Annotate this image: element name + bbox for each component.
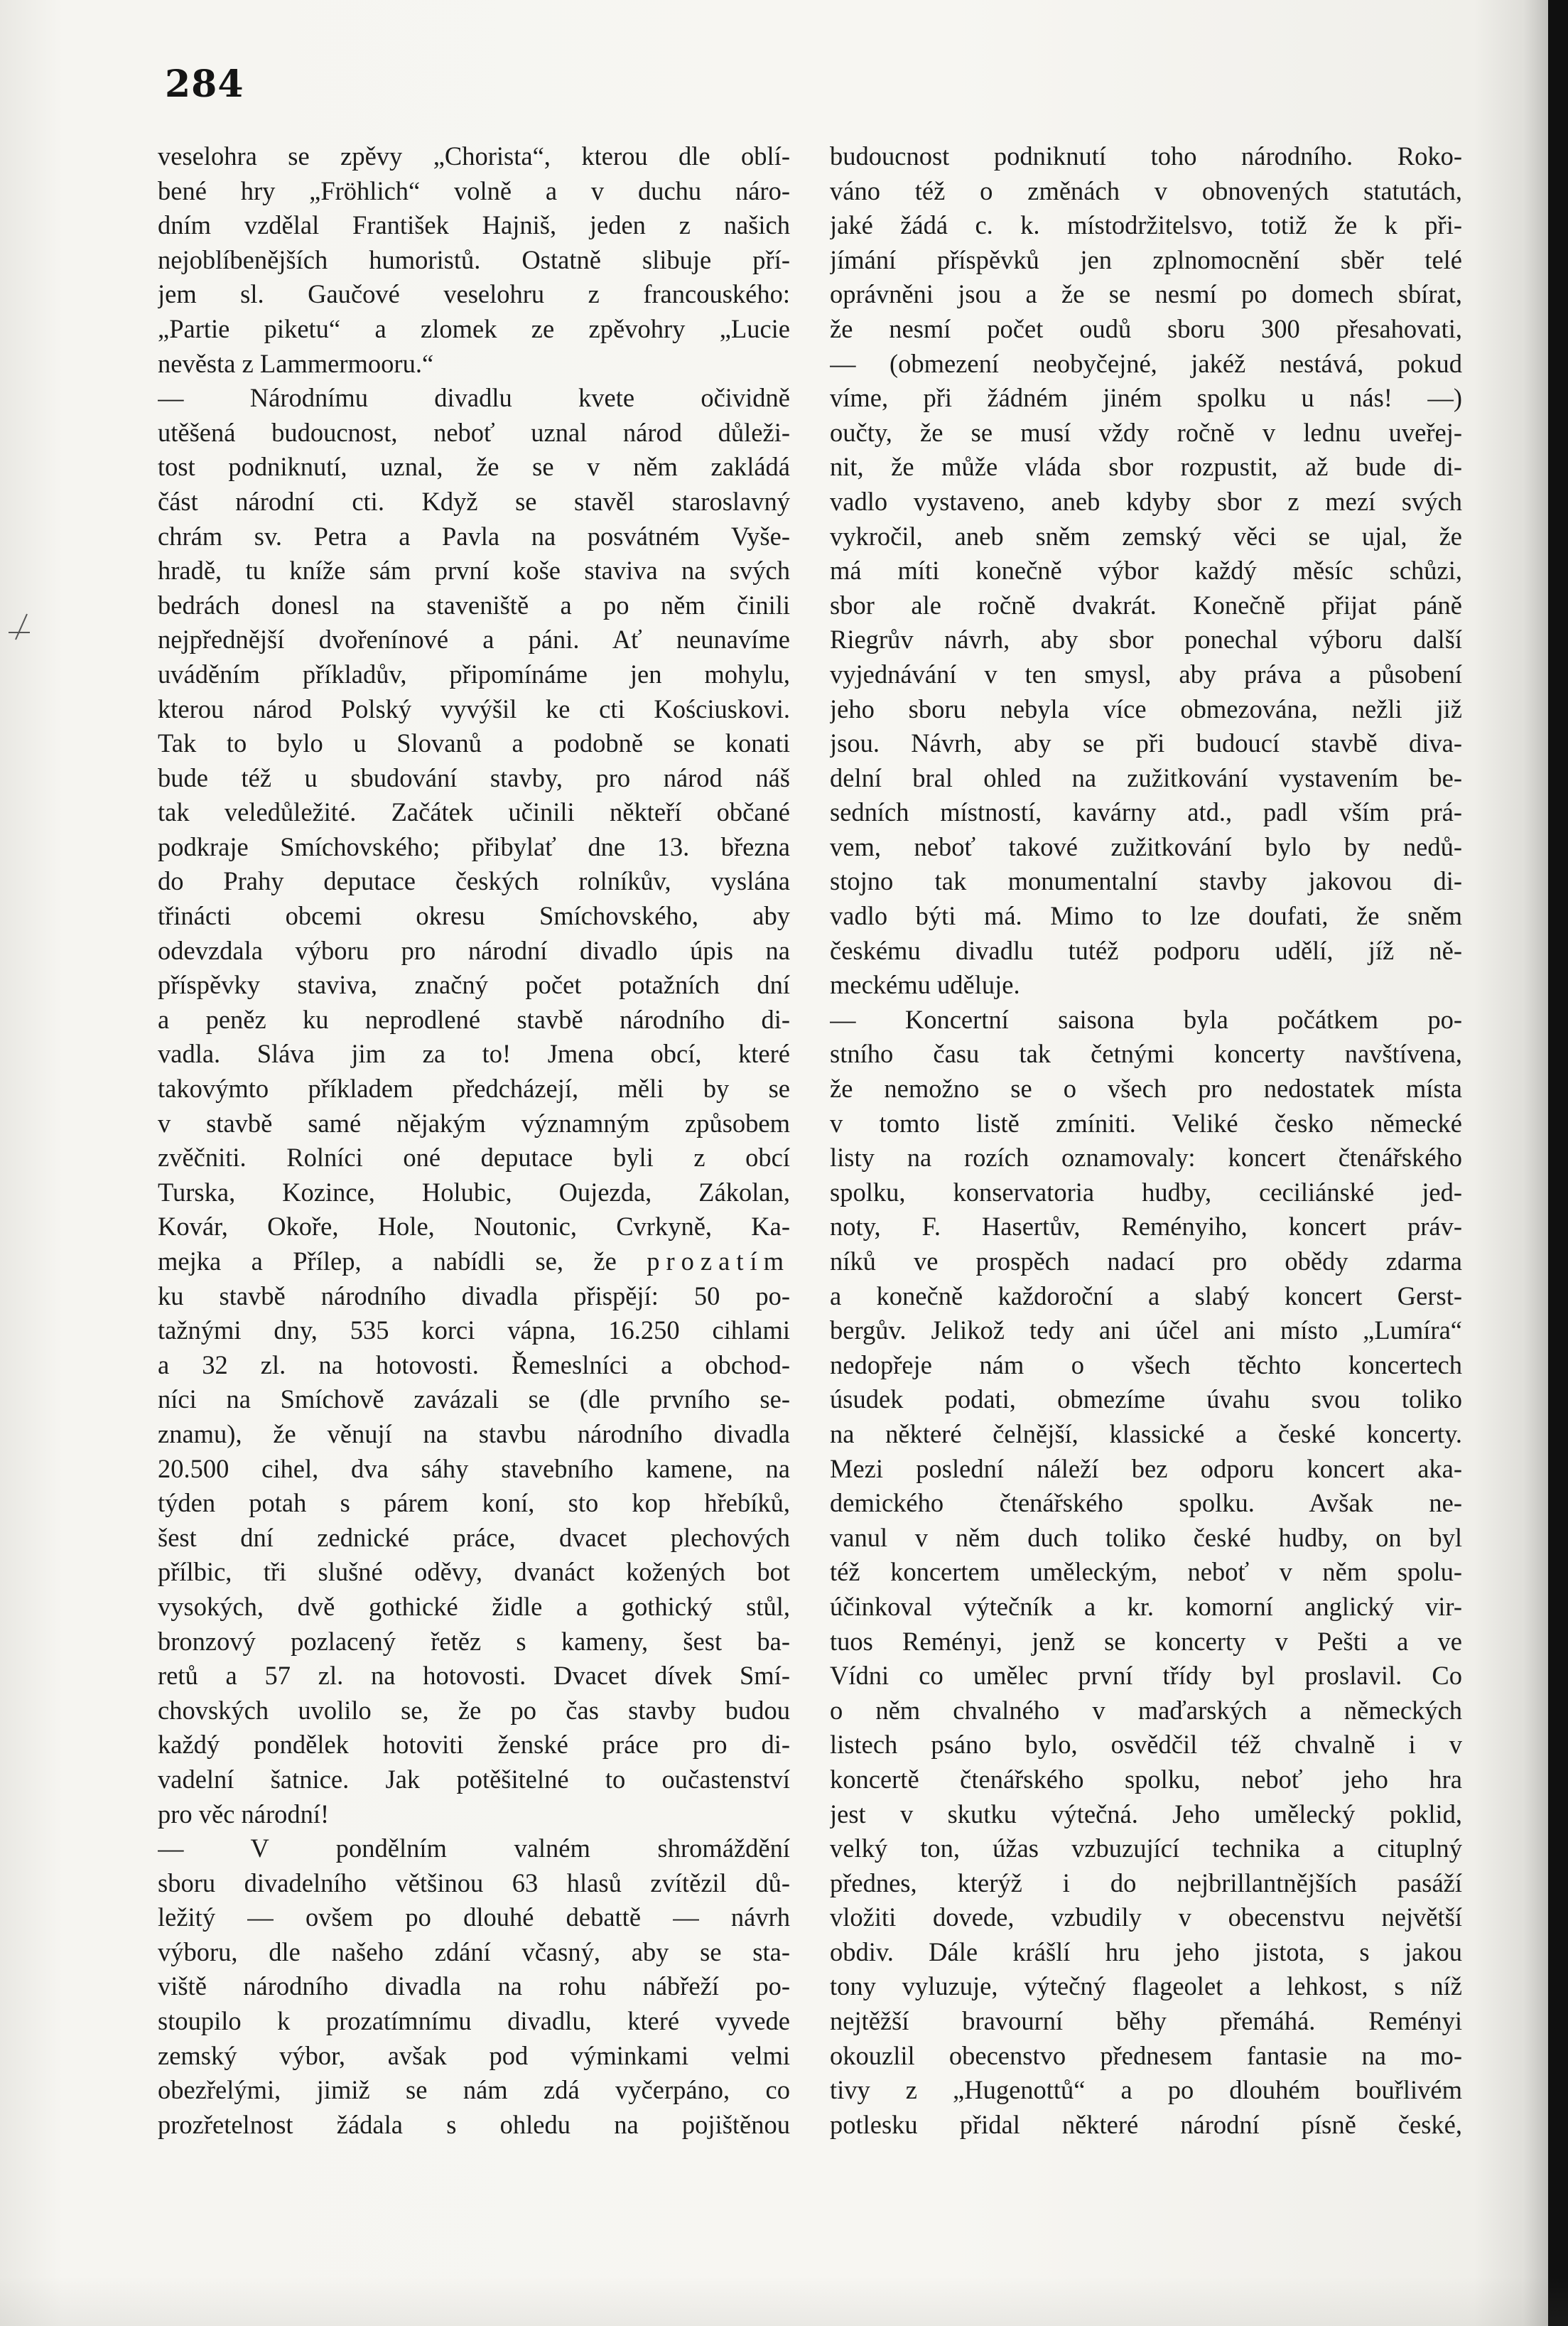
text-line: obdiv. Dále krášlí hru jeho jistota, s jakou bbox=[830, 1937, 1462, 1966]
text-line: noty, F. Hasertův, Reményiho, koncert práv- bbox=[830, 1212, 1462, 1242]
text-line: tak veledůležité. Začátek učinili někteří občané bbox=[158, 797, 790, 827]
text-line: šest dní zednické práce, dvacet plechových bbox=[158, 1522, 790, 1552]
text-line: přílbic, tři slušné oděvy, dvanáct kožených bot bbox=[158, 1557, 790, 1587]
text-line: potlesku přidal některé národní písně české, bbox=[830, 2109, 1462, 2139]
text-line: českému divadlu tutéž podporu udělí, jíž ně- bbox=[830, 935, 1462, 965]
text-line: vadlo vystaveno, aneb kdyby sbor z mezí svých bbox=[830, 486, 1462, 516]
text-line: a 32 zl. na hotovosti. Řemeslníci a obchod- bbox=[158, 1350, 790, 1379]
text-line: jímání příspěvků jen zplnomocnění sběr telé bbox=[830, 244, 1462, 274]
text-line: takovýmto příkladem předcházejí, měli by se bbox=[158, 1074, 790, 1104]
text-line: jem sl. Gaučové veselohru z francouského: bbox=[158, 279, 790, 309]
text-line: též koncertem uměleckým, neboť v něm spolu- bbox=[830, 1557, 1462, 1587]
text-line: listy na rozích oznamovaly: koncert čtenářského bbox=[830, 1143, 1462, 1173]
binding-shadow bbox=[1523, 0, 1548, 2326]
text-line: tuos Reményi, jenž se koncerty v Pešti a ve bbox=[830, 1626, 1462, 1656]
text-line: tony vyluzuje, výtečný flageolet a lehkost, s níž bbox=[830, 1971, 1462, 2001]
text-line: výboru, dle našeho zdání včasný, aby se sta- bbox=[158, 1937, 790, 1966]
text-line: vložiti dovede, vzbudily v obecenstvu největší bbox=[830, 1902, 1462, 1932]
text-line: — (obmezení neobyčejné, jakéž nestává, pokud bbox=[830, 348, 1462, 378]
left-text-column bbox=[158, 139, 790, 2142]
text-line bbox=[158, 1244, 790, 1279]
text-line: stního času tak četnými koncerty navštívena, bbox=[830, 1039, 1462, 1069]
text-line: bergův. Jelikož tedy ani účel ani místo „Lumíra“ bbox=[830, 1315, 1462, 1345]
text-line: do Prahy deputace českých rolníkův, vyslána bbox=[158, 866, 790, 896]
text-line: uváděním příkladův, připomínáme jen mohylu, bbox=[158, 659, 790, 689]
text-line: chovských uvolilo se, že po čas stavby budou bbox=[158, 1695, 790, 1725]
spaced-emphasis: prozatím bbox=[647, 1247, 790, 1276]
text-line: tivy z „Hugenottů“ a po dlouhém bouřlivém bbox=[830, 2075, 1462, 2105]
text-line: bedrách donesl na staveniště a po něm činili bbox=[158, 590, 790, 620]
text-line: ležitý — ovšem po dlouhé debattě — návrh bbox=[158, 1902, 790, 1932]
text-line: část národní cti. Když se stavěl staroslavný bbox=[158, 486, 790, 516]
page-number: 284 bbox=[165, 63, 244, 106]
text-line: Vídni co umělec první třídy byl proslavil. Co bbox=[830, 1661, 1462, 1691]
text-line: ku stavbě národního divadla přispějí: 50 po- bbox=[158, 1281, 790, 1310]
text-line: — Koncertní saisona byla počátkem po- bbox=[830, 1004, 1462, 1034]
text-line: bené hry „Fröhlich“ volně a v duchu náro- bbox=[158, 176, 790, 205]
text-line: Riegrův návrh, aby sbor ponechal výboru další bbox=[830, 625, 1462, 655]
text-line: účinkoval výtečník a kr. komorní anglický vir- bbox=[830, 1591, 1462, 1621]
text-line: níků ve prospěch nadací pro obědy zdarma bbox=[830, 1247, 1462, 1276]
text-line: nevěsta z Lammermooru.“ bbox=[158, 348, 434, 378]
text-line: — Národnímu divadlu kvete očividně bbox=[158, 383, 790, 413]
text-line: úsudek podati, obmezíme úvahu svou toliko bbox=[830, 1384, 1462, 1414]
text-line: a peněz ku neprodlené stavbě národního di- bbox=[158, 1004, 790, 1034]
text-line: o něm chvalného v maďarských a německých bbox=[830, 1695, 1462, 1725]
text-line: Mezi poslední náleží bez odporu koncert aka- bbox=[830, 1453, 1462, 1483]
text-line: podkraje Smíchovského; přibylať dne 13. března bbox=[158, 831, 790, 861]
text-line: vykročil, aneb sněm zemský věci se ujal, že bbox=[830, 521, 1462, 551]
text-line: oprávněni jsou a že se nesmí po domech sbírat, bbox=[830, 279, 1462, 309]
text-line: má míti konečně výbor každý měsíc schůzi, bbox=[830, 556, 1462, 586]
text-line: že nemožno se o všech pro nedostatek místa bbox=[830, 1074, 1462, 1104]
text-line: utěšená budoucnost, neboť uznal národ důleži- bbox=[158, 417, 790, 447]
text-line: nejoblíbenějších humoristů. Ostatně slibuje pří- bbox=[158, 244, 790, 274]
text-line: níci na Smíchově zavázali se (dle prvního se- bbox=[158, 1384, 790, 1414]
text-line: vysokých, dvě gothické židle a gothický stůl, bbox=[158, 1591, 790, 1621]
text-line: v stavbě samé nějakým významným způsobem bbox=[158, 1108, 790, 1138]
text-line: koncertě čtenářského spolku, neboť jeho hra bbox=[830, 1764, 1462, 1794]
text-line: jest v skutku výtečná. Jeho umělecký poklid, bbox=[830, 1799, 1462, 1829]
text-line: odevzdala výboru pro národní divadlo úpis na bbox=[158, 935, 790, 965]
text-line: veselohra se zpěvy „Chorista“, kterou dle oblí- bbox=[158, 141, 790, 171]
text-line: sedních místností, kavárny atd., padl vším prá- bbox=[830, 797, 1462, 827]
text-line: obezřelými, jimiž se nám zdá vyčerpáno, co bbox=[158, 2075, 790, 2105]
text-line: na některé čelnější, klassické a české koncerty. bbox=[830, 1418, 1462, 1448]
text-line: každý pondělek hotoviti ženské práce pro di- bbox=[158, 1730, 790, 1760]
text-line: vadelní šatnice. Jak potěšitelné to oučastenství bbox=[158, 1764, 790, 1794]
text-line: okouzlil obecenstvo přednesem fantasie na mo- bbox=[830, 2040, 1462, 2070]
text-line: vadla. Sláva jim za to! Jmena obcí, které bbox=[158, 1039, 790, 1069]
text-line: sboru divadelního většinou 63 hlasů zvítězil dů- bbox=[158, 1868, 790, 1897]
text-line: nedopřeje nám o všech těchto koncertech bbox=[830, 1350, 1462, 1379]
text-line: nejtěžší bravourní běhy přemáhá. Reményi bbox=[830, 2006, 1462, 2036]
text-line: Tak to bylo u Slovanů a podobně se konati bbox=[158, 728, 790, 758]
text-line: dním vzdělal František Hajniš, jeden z našich bbox=[158, 210, 790, 240]
text-line: prozřetelnost žádala s ohledu na pojištěnou bbox=[158, 2109, 790, 2139]
text-fragment: mejka a Přílep, a nabídli se, že bbox=[158, 1247, 647, 1276]
text-line: zvěčniti. Rolníci oné deputace byli z obcí bbox=[158, 1143, 790, 1173]
scan-edge bbox=[1548, 0, 1568, 2326]
text-line: týden potah s párem koní, sto kop hřebíků, bbox=[158, 1488, 790, 1518]
text-line: jaké žádá c. k. místodržitelsvo, totiž že k při- bbox=[830, 210, 1462, 240]
text-line: znamu), že věnují na stavbu národního divadla bbox=[158, 1418, 790, 1448]
text-line: a konečně každoroční a slabý koncert Gerst- bbox=[830, 1281, 1462, 1310]
text-line: nejpřednější dvořenínové a páni. Ať neunavíme bbox=[158, 625, 790, 655]
text-line: stoupilo k prozatímnímu divadlu, které vyvede bbox=[158, 2006, 790, 2036]
text-line: velký ton, úžas vzbuzující technika a cituplný bbox=[830, 1834, 1462, 1863]
text-line: budoucnost podniknutí toho národního. Roko- bbox=[830, 141, 1462, 171]
text-line: stojno tak monumentalní stavby jakovou di- bbox=[830, 866, 1462, 896]
text-line: vyjednávání v ten smysl, aby práva a působení bbox=[830, 659, 1462, 689]
right-text-column bbox=[830, 139, 1462, 2142]
text-line: bronzový pozlacený řetěz s kameny, šest ba- bbox=[158, 1626, 790, 1656]
text-line: jeho sboru nebyla více obmezována, nežli již bbox=[830, 694, 1462, 723]
text-line: kterou národ Polský vyvýšil ke cti Kościuskovi. bbox=[158, 694, 790, 723]
text-line: jsou. Návrh, aby se při budoucí stavbě diva- bbox=[830, 728, 1462, 758]
text-line: tost podniknutí, uznal, že se v něm zakládá bbox=[158, 452, 790, 482]
text-line: že nesmí počet oudů sboru 300 přesahovati, bbox=[830, 313, 1462, 343]
text-line: víme, při žádném jiném spolku u nás! —) bbox=[830, 383, 1462, 413]
text-line: váno též o změnách v obnovených statutách, bbox=[830, 176, 1462, 205]
text-line: přednes, kterýž i do nejbrillantnějších pasáží bbox=[830, 1868, 1462, 1897]
text-line: sbor ale ročně dvakrát. Konečně přijat páně bbox=[830, 590, 1462, 620]
text-line: třinácti obcemi okresu Smíchovského, aby bbox=[158, 901, 790, 931]
margin-pencil-mark bbox=[6, 611, 33, 645]
text-line: viště národního divadla na rohu nábřeží po- bbox=[158, 1971, 790, 2001]
text-line: spolku, konservatoria hudby, ceciliánské jed- bbox=[830, 1177, 1462, 1207]
text-line: vanul v něm duch toliko české hudby, on byl bbox=[830, 1522, 1462, 1552]
text-line: zemský výbor, avšak pod výminkami velmi bbox=[158, 2040, 790, 2070]
text-line: nit, že může vláda sbor rozpustit, až bude di- bbox=[830, 452, 1462, 482]
text-line: vem, neboť takové zužitkování bylo by nedů- bbox=[830, 831, 1462, 861]
text-line: listech psáno bylo, osvědčil též chvalně i v bbox=[830, 1730, 1462, 1760]
text-line: chrám sv. Petra a Pavla na posvátném Vyše- bbox=[158, 521, 790, 551]
text-line: vadlo býti má. Mimo to lze doufati, že sněm bbox=[830, 901, 1462, 931]
text-line: Turska, Kozince, Holubic, Oujezda, Zákolan, bbox=[158, 1177, 790, 1207]
text-line: delní bral ohled na zužitkování vystavením be- bbox=[830, 763, 1462, 792]
scan-bottom-shadow bbox=[0, 2276, 1568, 2326]
text-line: — V pondělním valném shromáždění bbox=[158, 1834, 790, 1863]
text-line: pro věc národní! bbox=[158, 1799, 330, 1829]
text-line: oučty, že se musí vždy ročně v lednu uveřej- bbox=[830, 417, 1462, 447]
text-line: retů a 57 zl. na hotovosti. Dvacet dívek Smí- bbox=[158, 1661, 790, 1691]
text-line: „Partie piketu“ a zlomek ze zpěvohry „Lucie bbox=[158, 313, 790, 343]
text-line: příspěvky staviva, značný počet potažních dní bbox=[158, 970, 790, 1000]
text-line: demického čtenářského spolku. Avšak ne- bbox=[830, 1488, 1462, 1518]
text-line: Kovár, Okoře, Hole, Noutonic, Cvrkyně, Ka- bbox=[158, 1212, 790, 1242]
text-line: bude též u sbudování stavby, pro národ náš bbox=[158, 763, 790, 792]
text-line: v tomto listě zmíniti. Veliké česko německé bbox=[830, 1108, 1462, 1138]
text-line: 20.500 cihel, dva sáhy stavebního kamene, na bbox=[158, 1453, 790, 1483]
text-line: tažnými dny, 535 korci vápna, 16.250 cihlami bbox=[158, 1315, 790, 1345]
text-line: meckému uděluje. bbox=[830, 970, 1020, 1000]
text-line: hradě, tu kníže sám první koše staviva na svých bbox=[158, 556, 790, 586]
